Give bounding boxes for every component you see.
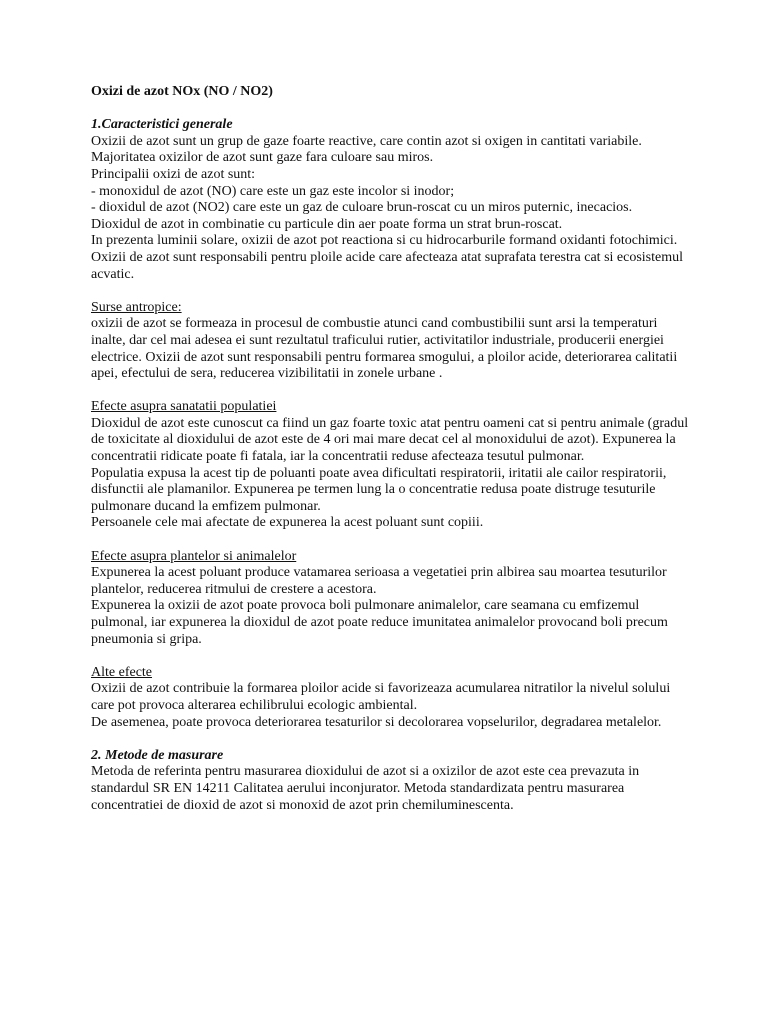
spacer <box>91 283 691 300</box>
list-item: - monoxidul de azot (NO) care este un gaz este incolor si inodor; <box>91 183 455 199</box>
paragraph: De asemenea, poate provoca deteriorarea tesaturilor si decolorarea vopselurilor, degradarea metalelor. <box>91 714 662 730</box>
spacer <box>91 648 691 665</box>
document-title: Oxizi de azot NOx (NO / NO2) <box>91 84 273 99</box>
subheading-anthropic-sources: Surse antropice: <box>91 299 182 315</box>
subheading-plant-animal-effects: Efecte asupra plantelor si animalelor <box>91 548 297 564</box>
document-page <box>91 84 691 814</box>
paragraph: Persoanele cele mai afectate de expunerea la acest poluant sunt copiii. <box>91 515 484 531</box>
paragraph: Populatia expusa la acest tip de poluanti poate avea dificultati respiratorii, iritatii ale cailor respiratorii, disfunctii ale plamanilor. Expunerea pe termen lung la o concentratie redusa poate distruge tesuturile pulmonare ducand la emfizem pulmonar. <box>91 465 667 514</box>
section-heading-characteristics: 1.Caracteristici generale <box>91 117 233 133</box>
section-heading-measurement-methods: 2. Metode de masurare <box>91 747 224 763</box>
paragraph: Oxizii de azot sunt un grup de gaze foarte reactive, care contin azot si oxigen in cantitati variabile. Majoritatea oxizilor de azot sunt gaze fara culoare sau miros. <box>91 133 642 166</box>
spacer <box>91 383 691 400</box>
paragraph: Dioxidul de azot este cunoscut ca fiind un gaz foarte toxic atat pentru oameni cat si pentru animale (gradul de toxicitate al dioxidului de azot este de 4 ori mai mare decat cel al monoxidului de azot). Expunerea la concentratii ridicate poate fi fatala, iar la concentratii reduse afecteaza tesutul pulmonar. <box>91 415 689 465</box>
paragraph: Expunerea la acest poluant produce vatamarea serioasa a vegetatiei prin albirea sau moartea tesuturilor plantelor, reducerea ritmului de crestere a acestora. <box>91 565 667 597</box>
paragraph: Principalii oxizi de azot sunt: <box>91 166 256 182</box>
paragraph: Dioxidul de azot in combinatie cu particule din aer poate forma un strat brun-roscat. <box>91 216 563 232</box>
subheading-other-effects: Alte efecte <box>91 664 153 680</box>
paragraph: oxizii de azot se formeaza in procesul de combustie atunci cand combustibilii sunt arsi la temperaturi inalte, dar cel mai adesea ei sunt rezultatul traficului rutier, activitatilor industriale, producerii energiei electrice. Oxizii de azot sunt responsabili pentru formarea smogului, a ploilor acide, deteriorarea calitatii apei, efectului de sera, reducerea vizibilitatii in zonele urbane . <box>91 316 678 382</box>
subheading-health-effects: Efecte asupra sanatatii populatiei <box>91 399 277 415</box>
paragraph: Oxizii de azot sunt responsabili pentru ploile acide care afecteaza atat suprafata terestra cat si ecosistemul acvatic. <box>91 249 684 282</box>
spacer <box>91 101 691 118</box>
list-item: - dioxidul de azot (NO2) care este un gaz de culoare brun-roscat cu un miros puternic, inecacios. <box>91 200 633 216</box>
paragraph: Expunerea la oxizii de azot poate provoca boli pulmonare animalelor, care seamana cu emfizemul pulmonal, iar expunerea la dioxidul de azot poate reduce imunitatea animalelor provocand boli precum pneumonia si gripa. <box>91 598 668 647</box>
spacer <box>91 532 691 549</box>
paragraph: Oxizii de azot contribuie la formarea ploilor acide si favorizeaza acumularea nitratilor la nivelul solului care pot provoca alterarea echilibrului ecologic ambiental. <box>91 681 671 713</box>
paragraph: In prezenta luminii solare, oxizii de azot pot reactiona si cu hidrocarburile formand oxidanti fotochimici. <box>91 233 678 249</box>
spacer <box>91 731 691 748</box>
paragraph: Metoda de referinta pentru masurarea dioxidului de azot si a oxizilor de azot este cea prevazuta in standardul SR EN 14211 Calitatea aerului inconjurator. Metoda standardizata pentru masurarea concentratiei de dioxid de azot si monoxid de azot prin chemiluminescenta. <box>91 764 640 813</box>
